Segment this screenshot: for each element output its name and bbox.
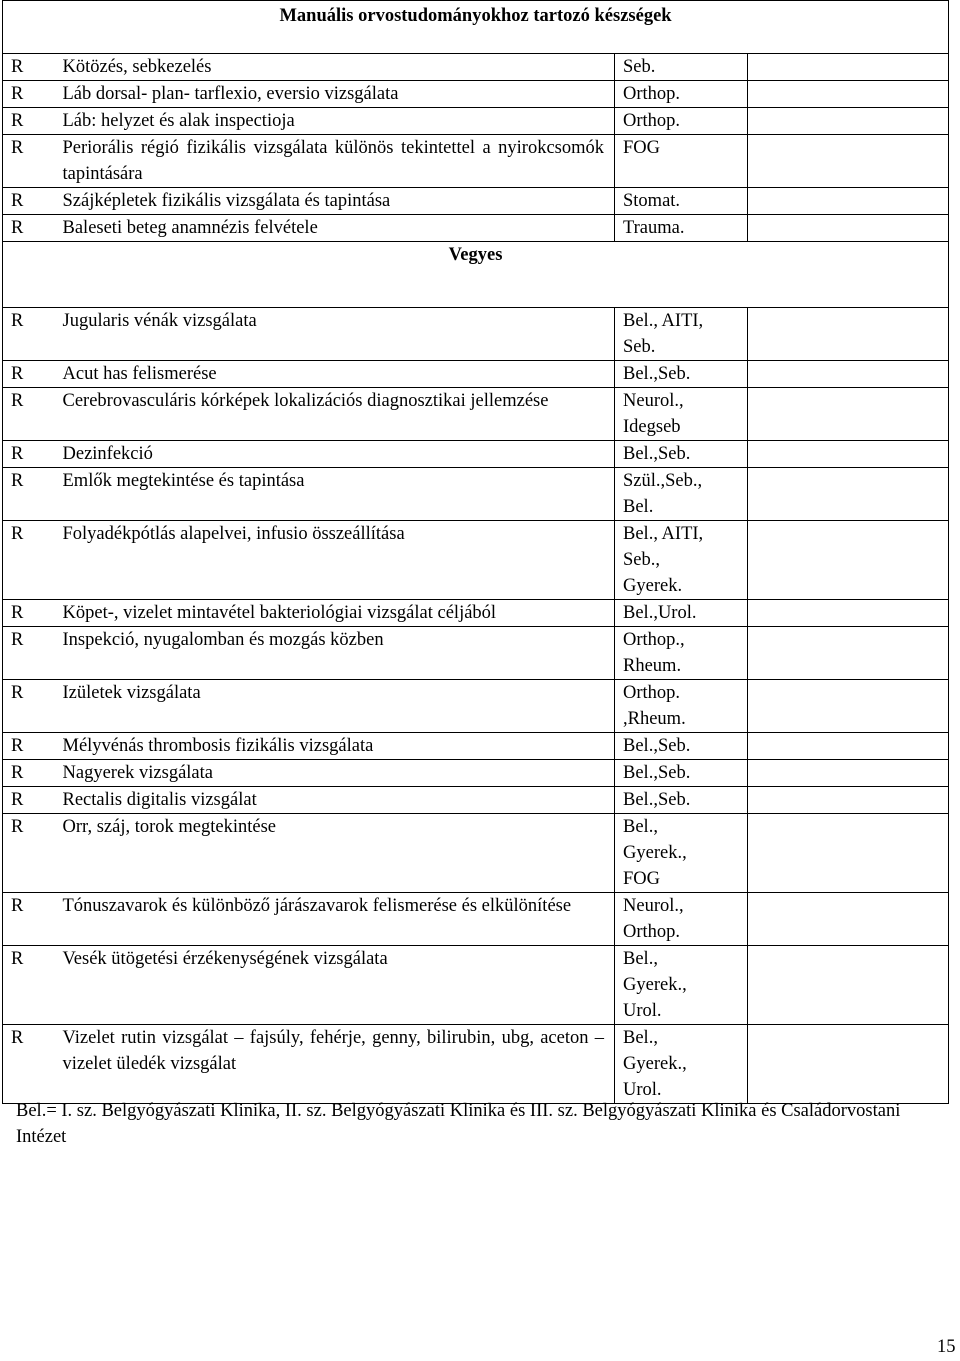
- department-label: Seb.: [623, 57, 656, 77]
- department-label: Gyerek.,: [623, 843, 687, 863]
- table-row: [3, 760, 949, 787]
- table-row: [3, 135, 949, 188]
- department-label: Idegseb: [623, 417, 681, 437]
- row-mark: R: [3, 308, 55, 361]
- empty-cell: [748, 215, 949, 242]
- row-mark: R: [3, 760, 55, 787]
- table-row: [3, 521, 949, 600]
- department-cell: [615, 188, 748, 215]
- department-label: Bel.,Seb.: [623, 763, 691, 783]
- table-row: [3, 733, 949, 760]
- department-label: Gyerek.,: [623, 1054, 687, 1074]
- department-cell: [615, 81, 748, 108]
- empty-cell: [748, 521, 949, 600]
- department-cell: [615, 760, 748, 787]
- row-mark: R: [3, 893, 55, 946]
- skill-text: Inspekció, nyugalomban és mozgás közben: [55, 627, 615, 680]
- department-cell: [615, 54, 748, 81]
- row-mark: R: [3, 680, 55, 733]
- skill-text: Vesék ütögetési érzékenységének vizsgálata: [55, 946, 615, 1025]
- department-label: Gyerek.: [623, 576, 683, 596]
- department-cell: [615, 468, 748, 521]
- section-title: Vegyes: [3, 242, 949, 308]
- department-cell: [615, 946, 748, 1025]
- table-row: [3, 946, 949, 1025]
- department-label: Bel.,Seb.: [623, 790, 691, 810]
- page-number: 15: [937, 1337, 956, 1357]
- department-label: Rheum.: [623, 656, 682, 676]
- department-label: Bel., AITI,: [623, 311, 704, 331]
- skill-text: Acut has felismerése: [55, 361, 615, 388]
- department-label: Seb.: [623, 337, 656, 357]
- table-row: [3, 81, 949, 108]
- table-row: [3, 361, 949, 388]
- department-label: Seb.,: [623, 550, 660, 570]
- department-cell: [615, 1025, 748, 1104]
- table-row: [3, 680, 949, 733]
- table-row: [3, 388, 949, 441]
- department-cell: [615, 893, 748, 946]
- department-label: Neurol.,: [623, 896, 684, 916]
- department-cell: [615, 600, 748, 627]
- row-mark: R: [3, 733, 55, 760]
- empty-cell: [748, 468, 949, 521]
- department-cell: [615, 627, 748, 680]
- skill-text: Baleseti beteg anamnézis felvétele: [55, 215, 615, 242]
- empty-cell: [748, 600, 949, 627]
- department-cell: [615, 814, 748, 893]
- department-cell: [615, 441, 748, 468]
- empty-cell: [748, 54, 949, 81]
- department-cell: [615, 680, 748, 733]
- empty-cell: [748, 893, 949, 946]
- empty-cell: [748, 388, 949, 441]
- department-cell: [615, 733, 748, 760]
- skill-text: Emlők megtekintése és tapintása: [55, 468, 615, 521]
- department-label: Orthop.: [623, 111, 681, 131]
- empty-cell: [748, 81, 949, 108]
- department-label: Szül.,Seb.,: [623, 471, 703, 491]
- department-label: Bel.,Seb.: [623, 364, 691, 384]
- table-row: [3, 308, 949, 361]
- department-label: Bel.: [623, 497, 654, 517]
- department-label: Gyerek.,: [623, 975, 687, 995]
- department-label: Orthop.: [623, 84, 681, 104]
- skills-document: [2, 0, 948, 1104]
- table-row: [3, 54, 949, 81]
- empty-cell: [748, 680, 949, 733]
- table-row: [3, 108, 949, 135]
- row-mark: R: [3, 468, 55, 521]
- empty-cell: [748, 760, 949, 787]
- department-label: Bel.,Urol.: [623, 603, 697, 623]
- skill-text: Periorális régió fizikális vizsgálata különös tekintettel a nyirokcsomók tapintására: [55, 135, 615, 188]
- department-label: Bel., AITI,: [623, 524, 704, 544]
- department-label: Orthop.,: [623, 630, 685, 650]
- empty-cell: [748, 361, 949, 388]
- skill-text: Láb: helyzet és alak inspectioja: [55, 108, 615, 135]
- department-label: ,Rheum.: [623, 709, 686, 729]
- department-label: Urol.: [623, 1001, 662, 1021]
- title-row: [3, 1, 949, 54]
- table-row: [3, 468, 949, 521]
- row-mark: R: [3, 215, 55, 242]
- skill-text: Kötözés, sebkezelés: [55, 54, 615, 81]
- department-label: Trauma.: [623, 218, 685, 238]
- empty-cell: [748, 946, 949, 1025]
- skills-table: [2, 0, 949, 1104]
- table-row: [3, 893, 949, 946]
- department-cell: [615, 388, 748, 441]
- row-mark: R: [3, 627, 55, 680]
- row-mark: R: [3, 814, 55, 893]
- department-label: Bel.,: [623, 817, 658, 837]
- department-cell: [615, 108, 748, 135]
- table-row: [3, 188, 949, 215]
- table-row: [3, 441, 949, 468]
- table-row: [3, 600, 949, 627]
- department-label: FOG: [623, 138, 661, 158]
- skill-text: Izületek vizsgálata: [55, 680, 615, 733]
- empty-cell: [748, 814, 949, 893]
- row-mark: R: [3, 361, 55, 388]
- skill-text: Cerebrovasculáris kórképek lokalizációs diagnosztikai jellemzése: [55, 388, 615, 441]
- empty-cell: [748, 441, 949, 468]
- empty-cell: [748, 1025, 949, 1104]
- empty-cell: [748, 108, 949, 135]
- table-row: [3, 215, 949, 242]
- department-label: Orthop.: [623, 683, 681, 703]
- footnote: Bel.= I. sz. Belgyógyászati Klinika, II. sz. Belgyógyászati Klinika és III. sz. Belgyógyászati Klinika és Családorvostani Intézet: [16, 1101, 901, 1147]
- empty-cell: [748, 627, 949, 680]
- department-label: Bel.,: [623, 1028, 658, 1048]
- skill-text: Tónuszavarok és különböző járászavarok felismerése és elkülönítése: [55, 893, 615, 946]
- table-row: [3, 1025, 949, 1104]
- department-label: Neurol.,: [623, 391, 684, 411]
- table-row: [3, 627, 949, 680]
- empty-cell: [748, 188, 949, 215]
- department-label: Stomat.: [623, 191, 681, 211]
- row-mark: R: [3, 388, 55, 441]
- empty-cell: [748, 787, 949, 814]
- table-title: Manuális orvostudományokhoz tartozó készségek: [3, 1, 949, 54]
- skill-text: Jugularis vénák vizsgálata: [55, 308, 615, 361]
- department-label: Bel.,: [623, 949, 658, 969]
- department-cell: [615, 787, 748, 814]
- row-mark: R: [3, 521, 55, 600]
- skill-text: Orr, száj, torok megtekintése: [55, 814, 615, 893]
- skill-text: Rectalis digitalis vizsgálat: [55, 787, 615, 814]
- skill-text: Nagyerek vizsgálata: [55, 760, 615, 787]
- department-cell: [615, 521, 748, 600]
- row-mark: R: [3, 441, 55, 468]
- row-mark: R: [3, 108, 55, 135]
- row-mark: R: [3, 54, 55, 81]
- skill-text: Vizelet rutin vizsgálat – fajsúly, fehérje, genny, bilirubin, ubg, aceton – vizelet üledék vizsgálat: [55, 1025, 615, 1104]
- department-cell: [615, 135, 748, 188]
- row-mark: R: [3, 946, 55, 1025]
- department-cell: [615, 308, 748, 361]
- empty-cell: [748, 733, 949, 760]
- row-mark: R: [3, 600, 55, 627]
- department-label: Bel.,Seb.: [623, 736, 691, 756]
- skill-text: Szájképletek fizikális vizsgálata és tapintása: [55, 188, 615, 215]
- row-mark: R: [3, 188, 55, 215]
- empty-cell: [748, 308, 949, 361]
- department-label: Urol.: [623, 1080, 662, 1100]
- row-mark: R: [3, 81, 55, 108]
- skill-text: Köpet-, vizelet mintavétel bakteriológiai vizsgálat céljából: [55, 600, 615, 627]
- row-mark: R: [3, 787, 55, 814]
- empty-cell: [748, 135, 949, 188]
- department-label: Orthop.: [623, 922, 681, 942]
- skill-text: Mélyvénás thrombosis fizikális vizsgálata: [55, 733, 615, 760]
- department-cell: [615, 215, 748, 242]
- row-mark: R: [3, 135, 55, 188]
- skill-text: Dezinfekció: [55, 441, 615, 468]
- table-row: [3, 814, 949, 893]
- department-label: Bel.,Seb.: [623, 444, 691, 464]
- skill-text: Láb dorsal- plan- tarflexio, eversio vizsgálata: [55, 81, 615, 108]
- department-label: FOG: [623, 869, 661, 889]
- row-mark: R: [3, 1025, 55, 1104]
- skill-text: Folyadékpótlás alapelvei, infusio összeállítása: [55, 521, 615, 600]
- table-row: [3, 787, 949, 814]
- section-header-row: [3, 242, 949, 308]
- department-cell: [615, 361, 748, 388]
